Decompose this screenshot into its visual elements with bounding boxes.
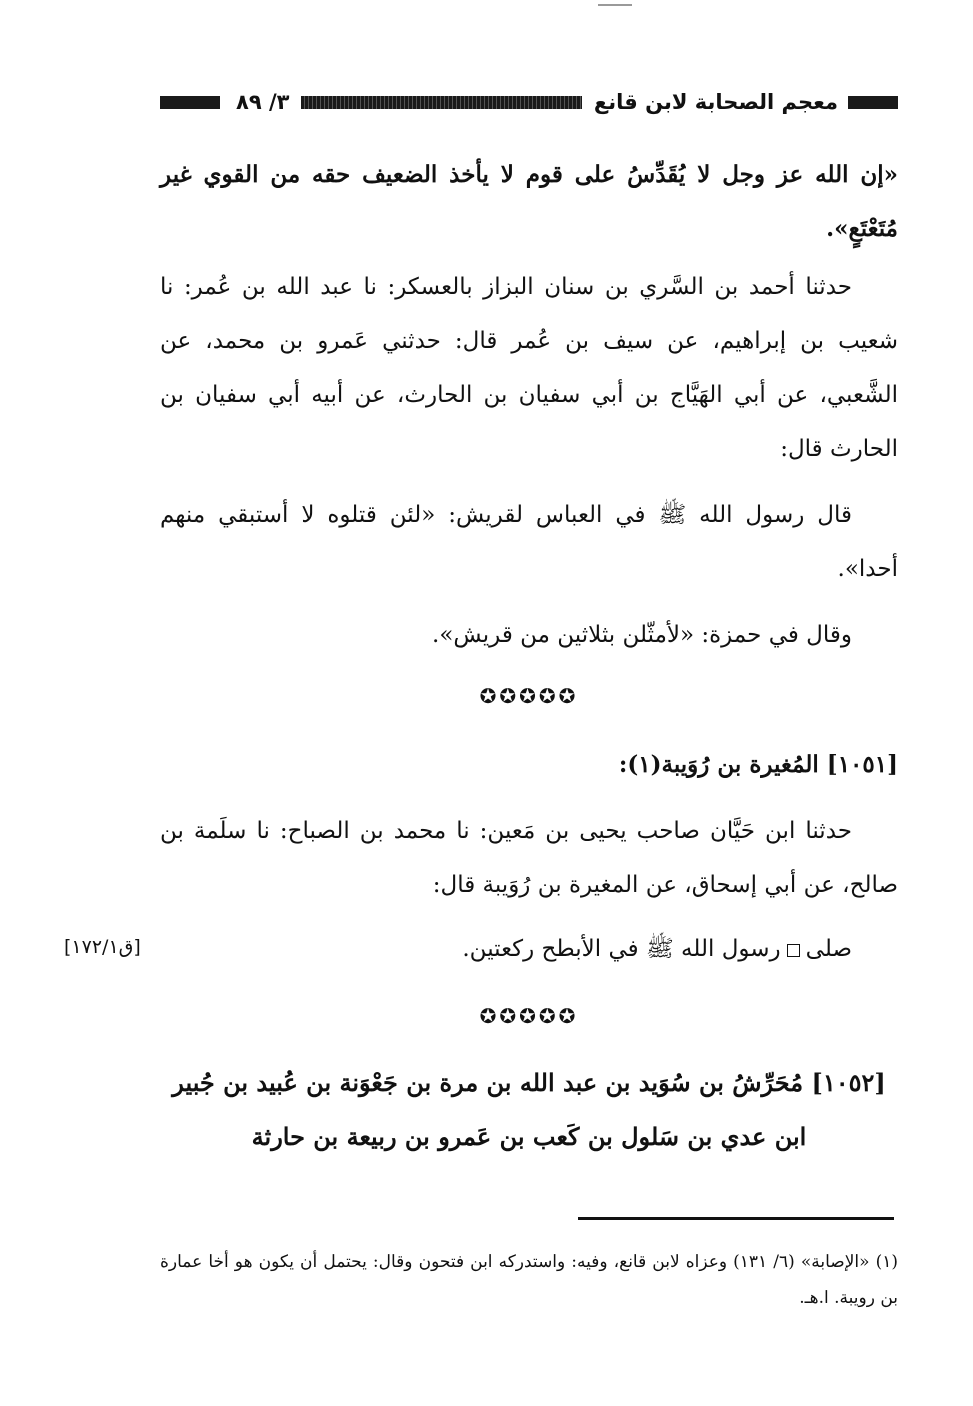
hadith-text-4 (260, 922, 898, 976)
entry-heading-1051: [١٠٥١] المُغيرة بن رُوَيبة(١): (618, 751, 898, 778)
header-bar-right (848, 96, 898, 109)
section-separator-1: ✪✪✪✪✪ (479, 684, 579, 708)
footnote-rule (578, 1217, 894, 1220)
hadith-text-4-end: رسول الله ﷺ في الأبطح ركعتين. (462, 936, 781, 962)
isnad-paragraph-1: حدثنا أحمد بن السَّري بن سنان البزاز بالعسكر: نا عبد الله بن عُمر: نا شعيب بن إبراهيم، عن سيف بن عُمر قال: حدثني عَمرو بن محمد، عن الشَّعبي، عن أبي الهَيَّاج بن أبي سفيان بن الحارث، عن أبيه أبي سفيان بن الحارث قال: (160, 274, 898, 462)
running-head (160, 84, 898, 120)
page-number: ٣/ ٨٩ (236, 90, 290, 114)
header-bar-middle (301, 96, 581, 109)
manuscript-folio-note: [ق١٧٢/١] (64, 936, 141, 958)
entry-heading-1052: [١٠٥٢] مُحَرِّشُ بن سُوَيد بن عبد الله بن مرة بن جَعْوَنة بن عُبيد بن جُبير ابن عدي بن سَلول بن كَعب بن عَمرو بن ربيعة بن حارثة (172, 1068, 886, 1151)
box-marker-icon (787, 944, 800, 957)
hadith-text-4-start: صلى (805, 936, 852, 962)
hadith-text-3: وقال في حمزة: «لأمثّلن بثلاثين من قريش». (432, 622, 852, 648)
hadith-text-2: قال رسول الله ﷺ في العباس لقريش: «لئن قتلوه لا أستبقي منهم أحدا». (160, 502, 898, 582)
scan-mark (598, 4, 632, 6)
footnote-1: (١) «الإصابة» (٦/ ١٣١) وعزاه لابن قانع، وفيه: واستدركه ابن فتحون وقال: يحتمل أن يكون هو أخا عمارة بن رويبة. ا.هـ. (160, 1252, 898, 1308)
header-bar-left (160, 96, 220, 109)
book-title: معجم الصحابة لابن قانع (593, 90, 838, 114)
section-separator-2: ✪✪✪✪✪ (479, 1004, 579, 1028)
hadith-text-1: «إن الله عز وجل لا يُقَدِّسُ على قوم لا يأخذ الضعيف حقه من القوي غير مُتَعْتَعٍ». (160, 161, 898, 242)
isnad-paragraph-2: حدثنا ابن حَيَّان صاحب يحيى بن مَعين: نا محمد بن الصباح: نا سلَمة بن صالح، عن أبي إسحاق، عن المغيرة بن رُوَيبة قال: (160, 818, 898, 898)
